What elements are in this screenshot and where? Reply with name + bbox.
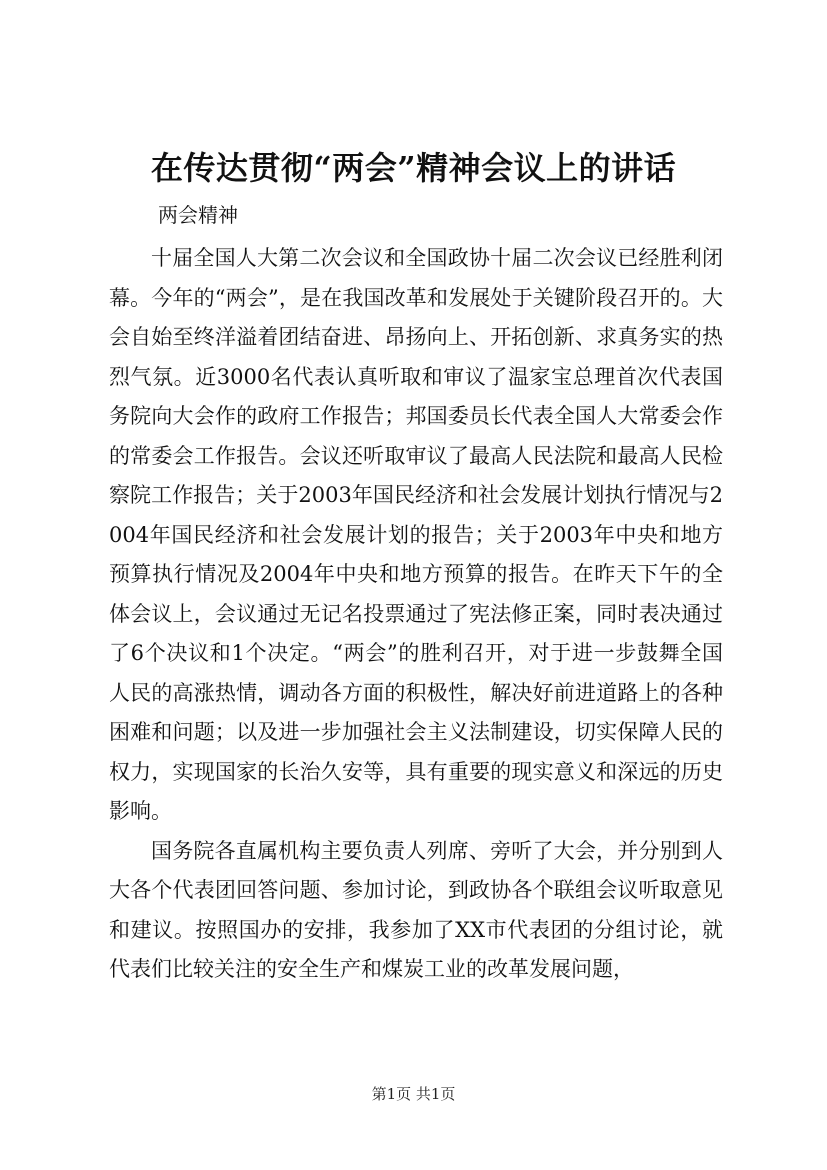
paragraph: 十届全国人大第二次会议和全国政协十届二次会议已经胜利闭幕。今年的“两会”，是在我国改革和发展处于关键阶段召开的。大会自始至终洋溢着团结奋进、昂扬向上、开拓创新、求真务实的热烈气氛。近3000名代表认真听取和审议了温家宝总理首次代表国务院向大会作的政府工作报告；邦国委员长代表全国人大常委会作的常委会工作报告。会议还听取审议了最高人民法院和最高人民检察院工作报告；关于2003年国民经济和社会发展计划执行情况与2004年国民经济和社会发展计划的报告；关于2003年中央和地方预算执行情况及2004年中央和地方预算的报告。在昨天下午的全体会议上，会议通过无记名投票通过了宪法修正案，同时表决通过了6个决议和1个决定。“两会”的胜利召开，对于进一步鼓舞全国人民的高涨热情，调动各方面的积极性，解决好前进道路上的各种困难和问题；以及进一步加强社会主义法制建设，切实保障人民的权力，实现国家的长治久安等，具有重要的现实意义和深远的历史影响。 [109,246,723,823]
paragraph: 国务院各直属机构主要负责人列席、旁听了大会，并分别到人大各个代表团回答问题、参加讨论，到政协各个联组会议听取意见和建议。按照国办的安排，我参加了XX市代表团的分组讨论，就代表们比较关注的安全生产和煤炭工业的改革发展问题， [109,838,723,981]
document-body [109,239,723,990]
document-subtitle: 两会精神 [158,203,238,227]
document-title: 在传达贯彻“两会”精神会议上的讲话 [150,149,677,187]
page-footer: 第1页 共1页 [371,1085,456,1103]
